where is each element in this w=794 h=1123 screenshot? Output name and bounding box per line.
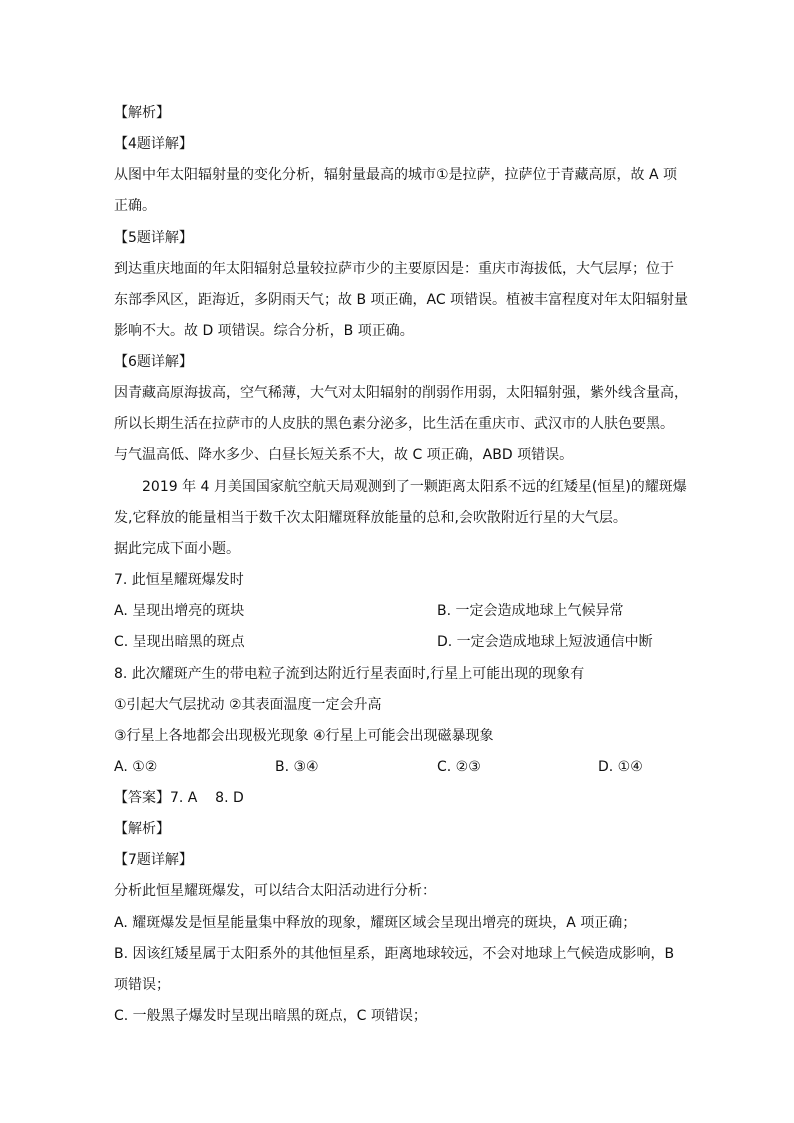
q7-option-b: B. 一定会造成地球上气候异常 bbox=[437, 603, 624, 619]
q5-body-line: 东部季风区，距海近，多阴雨天气；故 B 项正确，AC 项错误。植被丰富程度对年太阳辐射量 bbox=[114, 292, 689, 308]
q4-body-line: 正确。 bbox=[114, 198, 156, 214]
passage-line: 2019 年 4 月美国国家航空航天局观测到了一颗距离太阳系不远的红矮星(恒星)的耀斑爆 bbox=[142, 479, 687, 495]
q5-body-line: 影响不大。故 D 项错误。综合分析，B 项正确。 bbox=[114, 323, 414, 339]
q7-detail-line: 项错误； bbox=[114, 977, 170, 993]
q7-option-d: D. 一定会造成地球上短波通信中断 bbox=[437, 634, 653, 650]
q7-detail-line: A. 耀斑爆发是恒星能量集中释放的现象，耀斑区域会呈现出增亮的斑块，A 项正确； bbox=[114, 915, 637, 931]
analysis-heading: 【解析】 bbox=[114, 105, 170, 121]
q7-option-c: C. 呈现出暗黑的斑点 bbox=[114, 634, 245, 650]
q6-heading: 【6题详解】 bbox=[114, 354, 193, 370]
q7-detail-line: 分析此恒星耀斑爆发，可以结合太阳活动进行分析： bbox=[114, 883, 436, 899]
q6-body-line: 所以长期生活在拉萨市的人皮肤的黑色素分泌多，比生活在重庆市、武汉市的人肤色要黑。 bbox=[114, 416, 674, 432]
passage-line: 发,它释放的能量相当于数千次太阳耀斑释放能量的总和,会吹散附近行星的大气层。 bbox=[114, 510, 627, 526]
q8-option-c: C. ②③ bbox=[437, 759, 481, 775]
q8-option-d: D. ①④ bbox=[598, 759, 643, 775]
q7-stem: 7. 此恒星耀斑爆发时 bbox=[114, 572, 244, 588]
q5-heading: 【5题详解】 bbox=[114, 230, 193, 246]
q7-option-a: A. 呈现出增亮的斑块 bbox=[114, 603, 245, 619]
q8-statement: ①引起大气层扰动 ②其表面温度一定会升高 bbox=[114, 697, 382, 713]
q7-detail-line: C. 一般黑子爆发时呈现出暗黑的斑点，C 项错误； bbox=[114, 1008, 427, 1024]
q4-body-line: 从图中年太阳辐射量的变化分析，辐射量最高的城市①是拉萨，拉萨位于青藏高原，故 A 项 bbox=[114, 167, 678, 183]
q7-detail-line: B. 因该红矮星属于太阳系外的其他恒星系，距离地球较远，不会对地球上气候造成影响，B bbox=[114, 946, 675, 962]
answer-line: 【答案】7. A 8. D bbox=[114, 790, 244, 806]
q8-stem: 8. 此次耀斑产生的带电粒子流到达附近行星表面时,行星上可能出现的现象有 bbox=[114, 666, 585, 682]
q4-heading: 【4题详解】 bbox=[114, 136, 193, 152]
q5-body-line: 到达重庆地面的年太阳辐射总量较拉萨市少的主要原因是：重庆市海拔低，大气层厚；位于 bbox=[114, 261, 674, 277]
q8-statement: ③行星上各地都会出现极光现象 ④行星上可能会出现磁暴现象 bbox=[114, 728, 494, 744]
q7-detail-heading: 【7题详解】 bbox=[114, 852, 193, 868]
q6-body-line: 与气温高低、降水多少、白昼长短关系不大，故 C 项正确，ABD 项错误。 bbox=[114, 447, 574, 463]
passage-instruction: 据此完成下面小题。 bbox=[114, 541, 240, 557]
q8-option-a: A. ①② bbox=[114, 759, 158, 775]
q8-option-b: B. ③④ bbox=[275, 759, 319, 775]
q6-body-line: 因青藏高原海拔高，空气稀薄，大气对太阳辐射的削弱作用弱，太阳辐射强，紫外线含量高， bbox=[114, 385, 688, 401]
analysis-heading: 【解析】 bbox=[114, 821, 170, 837]
